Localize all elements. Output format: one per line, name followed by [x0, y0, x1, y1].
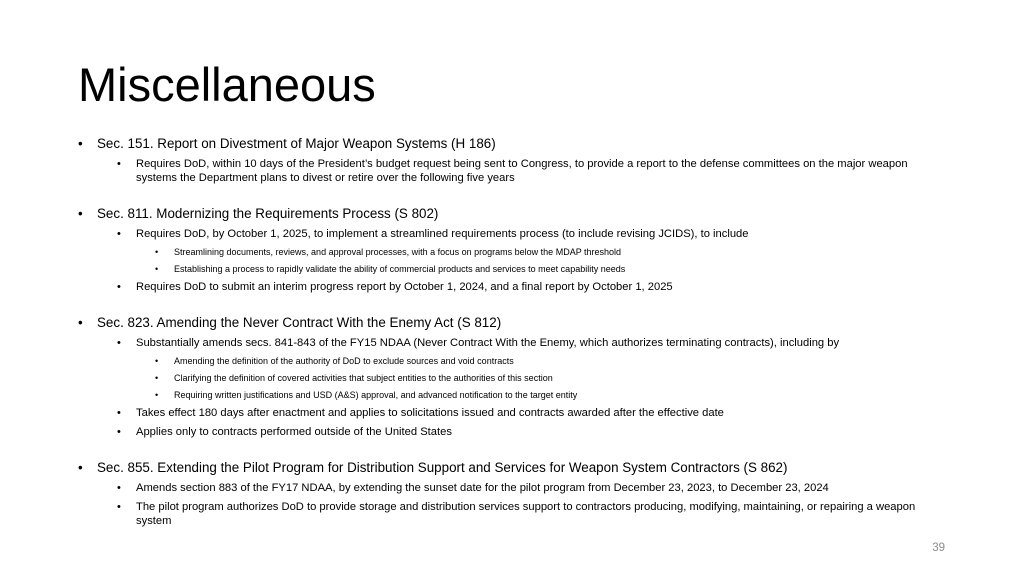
section-sec-855 — [78, 459, 958, 528]
list-item: • Requires DoD, within 10 days of the President’s budget request being sent to Congress, to provide a report to the defense committees on the major weapon systems the Department plans to divest or retire over the following five years — [117, 158, 908, 184]
bullet-icon: • — [155, 373, 159, 383]
bullet-icon: • — [78, 315, 83, 330]
sub-list-item: • Amending the definition of the authority of DoD to exclude sources and void contracts — [155, 356, 514, 366]
bullet-icon: • — [117, 482, 121, 494]
slide-content — [78, 135, 958, 548]
list-item: • Takes effect 180 days after enactment and applies to solicitations issued and contracts awarded after the effective date — [117, 407, 724, 419]
bullet-icon: • — [117, 281, 121, 293]
page-number: 39 — [932, 542, 945, 554]
list-item: • Requires DoD to submit an interim progress report by October 1, 2024, and a final report by October 1, 2025 — [117, 281, 673, 293]
list-item: • The pilot program authorizes DoD to provide storage and distribution services support to contractors producing, modifying, maintaining, or repairing a weapon system — [117, 501, 916, 527]
section-heading: • Sec. 151. Report on Divestment of Major Weapon Systems (H 186) — [78, 136, 496, 151]
slide-title: Miscellaneous — [78, 58, 376, 111]
list-item: • Substantially amends secs. 841-843 of the FY15 NDAA (Never Contract With the Enemy, which authorizes terminating contracts), including by — [117, 337, 840, 349]
bullet-icon: • — [117, 228, 121, 240]
bullet-icon: • — [155, 356, 159, 366]
bullet-icon: • — [155, 247, 159, 257]
bullet-icon: • — [117, 337, 121, 349]
bullet-icon: • — [78, 206, 83, 221]
bullet-icon: • — [117, 158, 121, 170]
bullet-icon: • — [155, 390, 159, 400]
section-heading: • Sec. 855. Extending the Pilot Program for Distribution Support and Services for Weapon System Contractors (S 862) — [78, 460, 788, 475]
section-sec-811 — [78, 205, 958, 294]
bullet-icon: • — [117, 501, 121, 513]
section-heading: • Sec. 823. Amending the Never Contract With the Enemy Act (S 812) — [78, 315, 502, 330]
section-heading: • Sec. 811. Modernizing the Requirements Process (S 802) — [78, 206, 439, 221]
sub-list-item: • Streamlining documents, reviews, and approval processes, with a focus on programs below the MDAP threshold — [155, 247, 622, 257]
bullet-icon: • — [78, 460, 83, 475]
bullet-icon: • — [117, 426, 121, 438]
sub-list-item: • Requiring written justifications and USD (A&S) approval, and advanced notification to the target entity — [155, 390, 578, 400]
section-sec-151 — [78, 135, 958, 185]
list-item: • Amends section 883 of the FY17 NDAA, by extending the sunset date for the pilot program from December 23, 2023, to December 23, 2024 — [117, 482, 829, 494]
sub-list-item: • Clarifying the definition of covered activities that subject entities to the authorities of this section — [155, 373, 553, 383]
list-item: • Applies only to contracts performed outside of the United States — [117, 426, 452, 438]
bullet-icon: • — [117, 407, 121, 419]
sub-list-item: • Establishing a process to rapidly validate the ability of commercial products and services to meet capability needs — [155, 264, 626, 274]
list-item: • Requires DoD, by October 1, 2025, to implement a streamlined requirements process (to include revising JCIDS), to include — [117, 228, 749, 240]
bullet-icon: • — [78, 136, 83, 151]
bullet-icon: • — [155, 264, 159, 274]
section-sec-823 — [78, 314, 958, 439]
